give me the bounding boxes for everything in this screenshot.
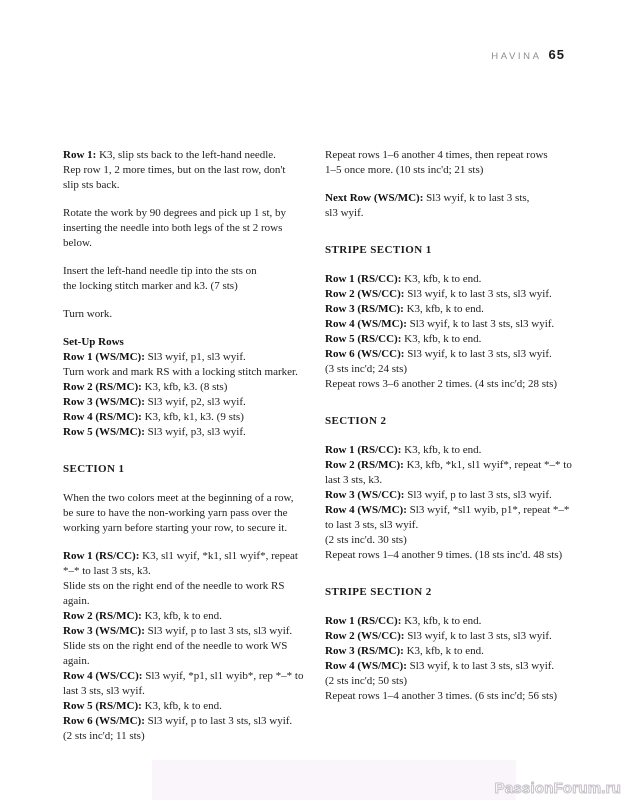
row-label: Row 4 (RS/MC): (63, 411, 142, 423)
row-label: Row 2 (RS/MC): (63, 381, 142, 393)
book-title: HAVINA (491, 51, 542, 62)
paragraph: Row 1 (RS/CC): K3, kfb, k to end. Row 2 (WS/CC): Sl3 wyif, k to last 3 sts, sl3 wyif. Row 3 (RS/MC): K3, kfb, k to end. Row 4 (WS/MC): Sl3 wyif, k to last 3 sts, sl3 wyif. (2 sts inc'd; 50 sts) Repeat rows 1–4 another 3 times. (6 sts inc'd; 56 sts) (325, 615, 558, 702)
paragraph: Row 1 (RS/CC): K3, kfb, k to end. Row 2 (WS/CC): Sl3 wyif, k to last 3 sts, sl3 wyif. Row 3 (RS/MC): K3, kfb, k to end. Row 4 (WS/MC): Sl3 wyif, k to last 3 sts, sl3 wyif. Row 5 (RS/CC): K3, kfb, k to end. Row 6 (WS/CC): Sl3 wyif, k to last 3 sts, sl3 wyif. (3 sts inc'd; 24 sts) Repeat rows 3–6 another 2 times. (4 sts inc'd; 28 sts) (325, 273, 558, 390)
row-label: Row 1 (RS/CC): (325, 273, 402, 285)
row-label: Row 4 (WS/CC): (63, 670, 143, 682)
section-heading: STRIPE SECTION 2 (325, 586, 432, 598)
row-label: Row 1 (WS/MC): (63, 351, 145, 363)
page-number: 65 (548, 47, 565, 62)
running-header (491, 47, 565, 62)
paragraph: Rotate the work by 90 degrees and pick up 1 st, by inserting the needle into both legs of the st 2 rows below. (63, 207, 287, 249)
paragraph: Row 1 (RS/CC): K3, kfb, k to end. Row 2 (RS/MC): K3, kfb, *k1, sl1 wyif*, repeat *–* to last 3 sts, k3. Row 3 (WS/CC): Sl3 wyif, p to last 3 sts, sl3 wyif. Row 4 (WS/MC): Sl3 wyif, *sl1 wyib, p1*, repeat *–* to last 3 sts, sl3 wyif. (2 sts inc'd. 30 sts) Repeat rows 1–4 another 9 times. (18 sts inc'd. 48 sts) (325, 444, 572, 561)
paragraph: Row 1: K3, slip sts back to the left-hand needle. Rep row 1, 2 more times, but on the last row, don't slip sts back. (63, 149, 286, 191)
row-label: Row 2 (RS/MC): (325, 459, 404, 471)
paragraph: When the two colors meet at the beginning of a row, be sure to have the non-working yarn pass over the working yarn before starting your row, to secure it. (63, 492, 294, 534)
row-label: Next Row (WS/MC): (325, 192, 424, 204)
row-label: Set-Up Rows (63, 336, 124, 348)
paragraph: Row 1 (RS/CC): K3, sl1 wyif, *k1, sl1 wyif*, repeat *–* to last 3 sts, k3. Slide sts on the right end of the needle to work RS again. Row 2 (RS/MC): K3, kfb, k to end. Row 3 (WS/MC): Sl3 wyif, p to last 3 sts, sl3 wyif. Slide sts on the right end of the needle to work WS again. Row 4 (WS/CC): Sl3 wyif, *p1, sl1 wyib*, rep *–* to last 3 sts, sl3 wyif. Row 5 (RS/MC): K3, kfb, k to end. Row 6 (WS/MC): Sl3 wyif, p to last 3 sts, sl3 wyif. (2 sts inc'd; 11 sts) (63, 550, 304, 742)
row-label: Row 3 (RS/MC): (325, 303, 404, 315)
row-label: Row 2 (WS/CC): (325, 288, 405, 300)
bottom-highlight-box (152, 760, 516, 800)
row-label: Row 1 (RS/CC): (63, 550, 140, 562)
row-label: Row 4 (WS/MC): (325, 660, 407, 672)
row-label: Row 1 (RS/CC): (325, 444, 402, 456)
row-label: Row 6 (WS/CC): (325, 348, 405, 360)
paragraph: Repeat rows 1–6 another 4 times, then repeat rows 1–5 once more. (10 sts inc'd; 21 sts) (325, 149, 548, 176)
row-label: Row 1 (RS/CC): (325, 615, 402, 627)
row-label: Row 3 (WS/MC): (63, 396, 145, 408)
paragraph: Next Row (WS/MC): Sl3 wyif, k to last 3 sts, sl3 wyif. (325, 192, 530, 219)
left-column (63, 148, 319, 757)
watermark: PassionForum.ru (494, 780, 621, 797)
row-label: Row 3 (WS/MC): (63, 625, 145, 637)
row-label: Row 6 (WS/MC): (63, 715, 145, 727)
row-label: Row 2 (WS/CC): (325, 630, 405, 642)
row-label: Row 5 (WS/MC): (63, 426, 145, 438)
paragraph: Set-Up Rows Row 1 (WS/MC): Sl3 wyif, p1, sl3 wyif. Turn work and mark RS with a locking stitch marker. Row 2 (RS/MC): K3, kfb, k3. (8 sts) Row 3 (WS/MC): Sl3 wyif, p2, sl3 wyif. Row 4 (RS/MC): K3, kfb, k1, k3. (9 sts) Row 5 (WS/MC): Sl3 wyif, p3, sl3 wyif. (63, 336, 298, 438)
section-heading: SECTION 2 (325, 415, 387, 427)
paragraph: Turn work. (63, 308, 113, 320)
section-heading: STRIPE SECTION 1 (325, 244, 432, 256)
row-label: Row 5 (RS/MC): (63, 700, 142, 712)
row-label: Row 3 (RS/MC): (325, 645, 404, 657)
right-column (325, 148, 583, 717)
section-heading: SECTION 1 (63, 463, 125, 475)
row-label: Row 1: (63, 149, 97, 161)
row-label: Row 3 (WS/CC): (325, 489, 405, 501)
paragraph: Insert the left-hand needle tip into the sts on the locking stitch marker and k3. (7 sts) (63, 265, 257, 292)
row-label: Row 5 (RS/CC): (325, 333, 402, 345)
row-label: Row 4 (WS/MC): (325, 318, 407, 330)
row-label: Row 2 (RS/MC): (63, 610, 142, 622)
row-label: Row 4 (WS/MC): (325, 504, 407, 516)
